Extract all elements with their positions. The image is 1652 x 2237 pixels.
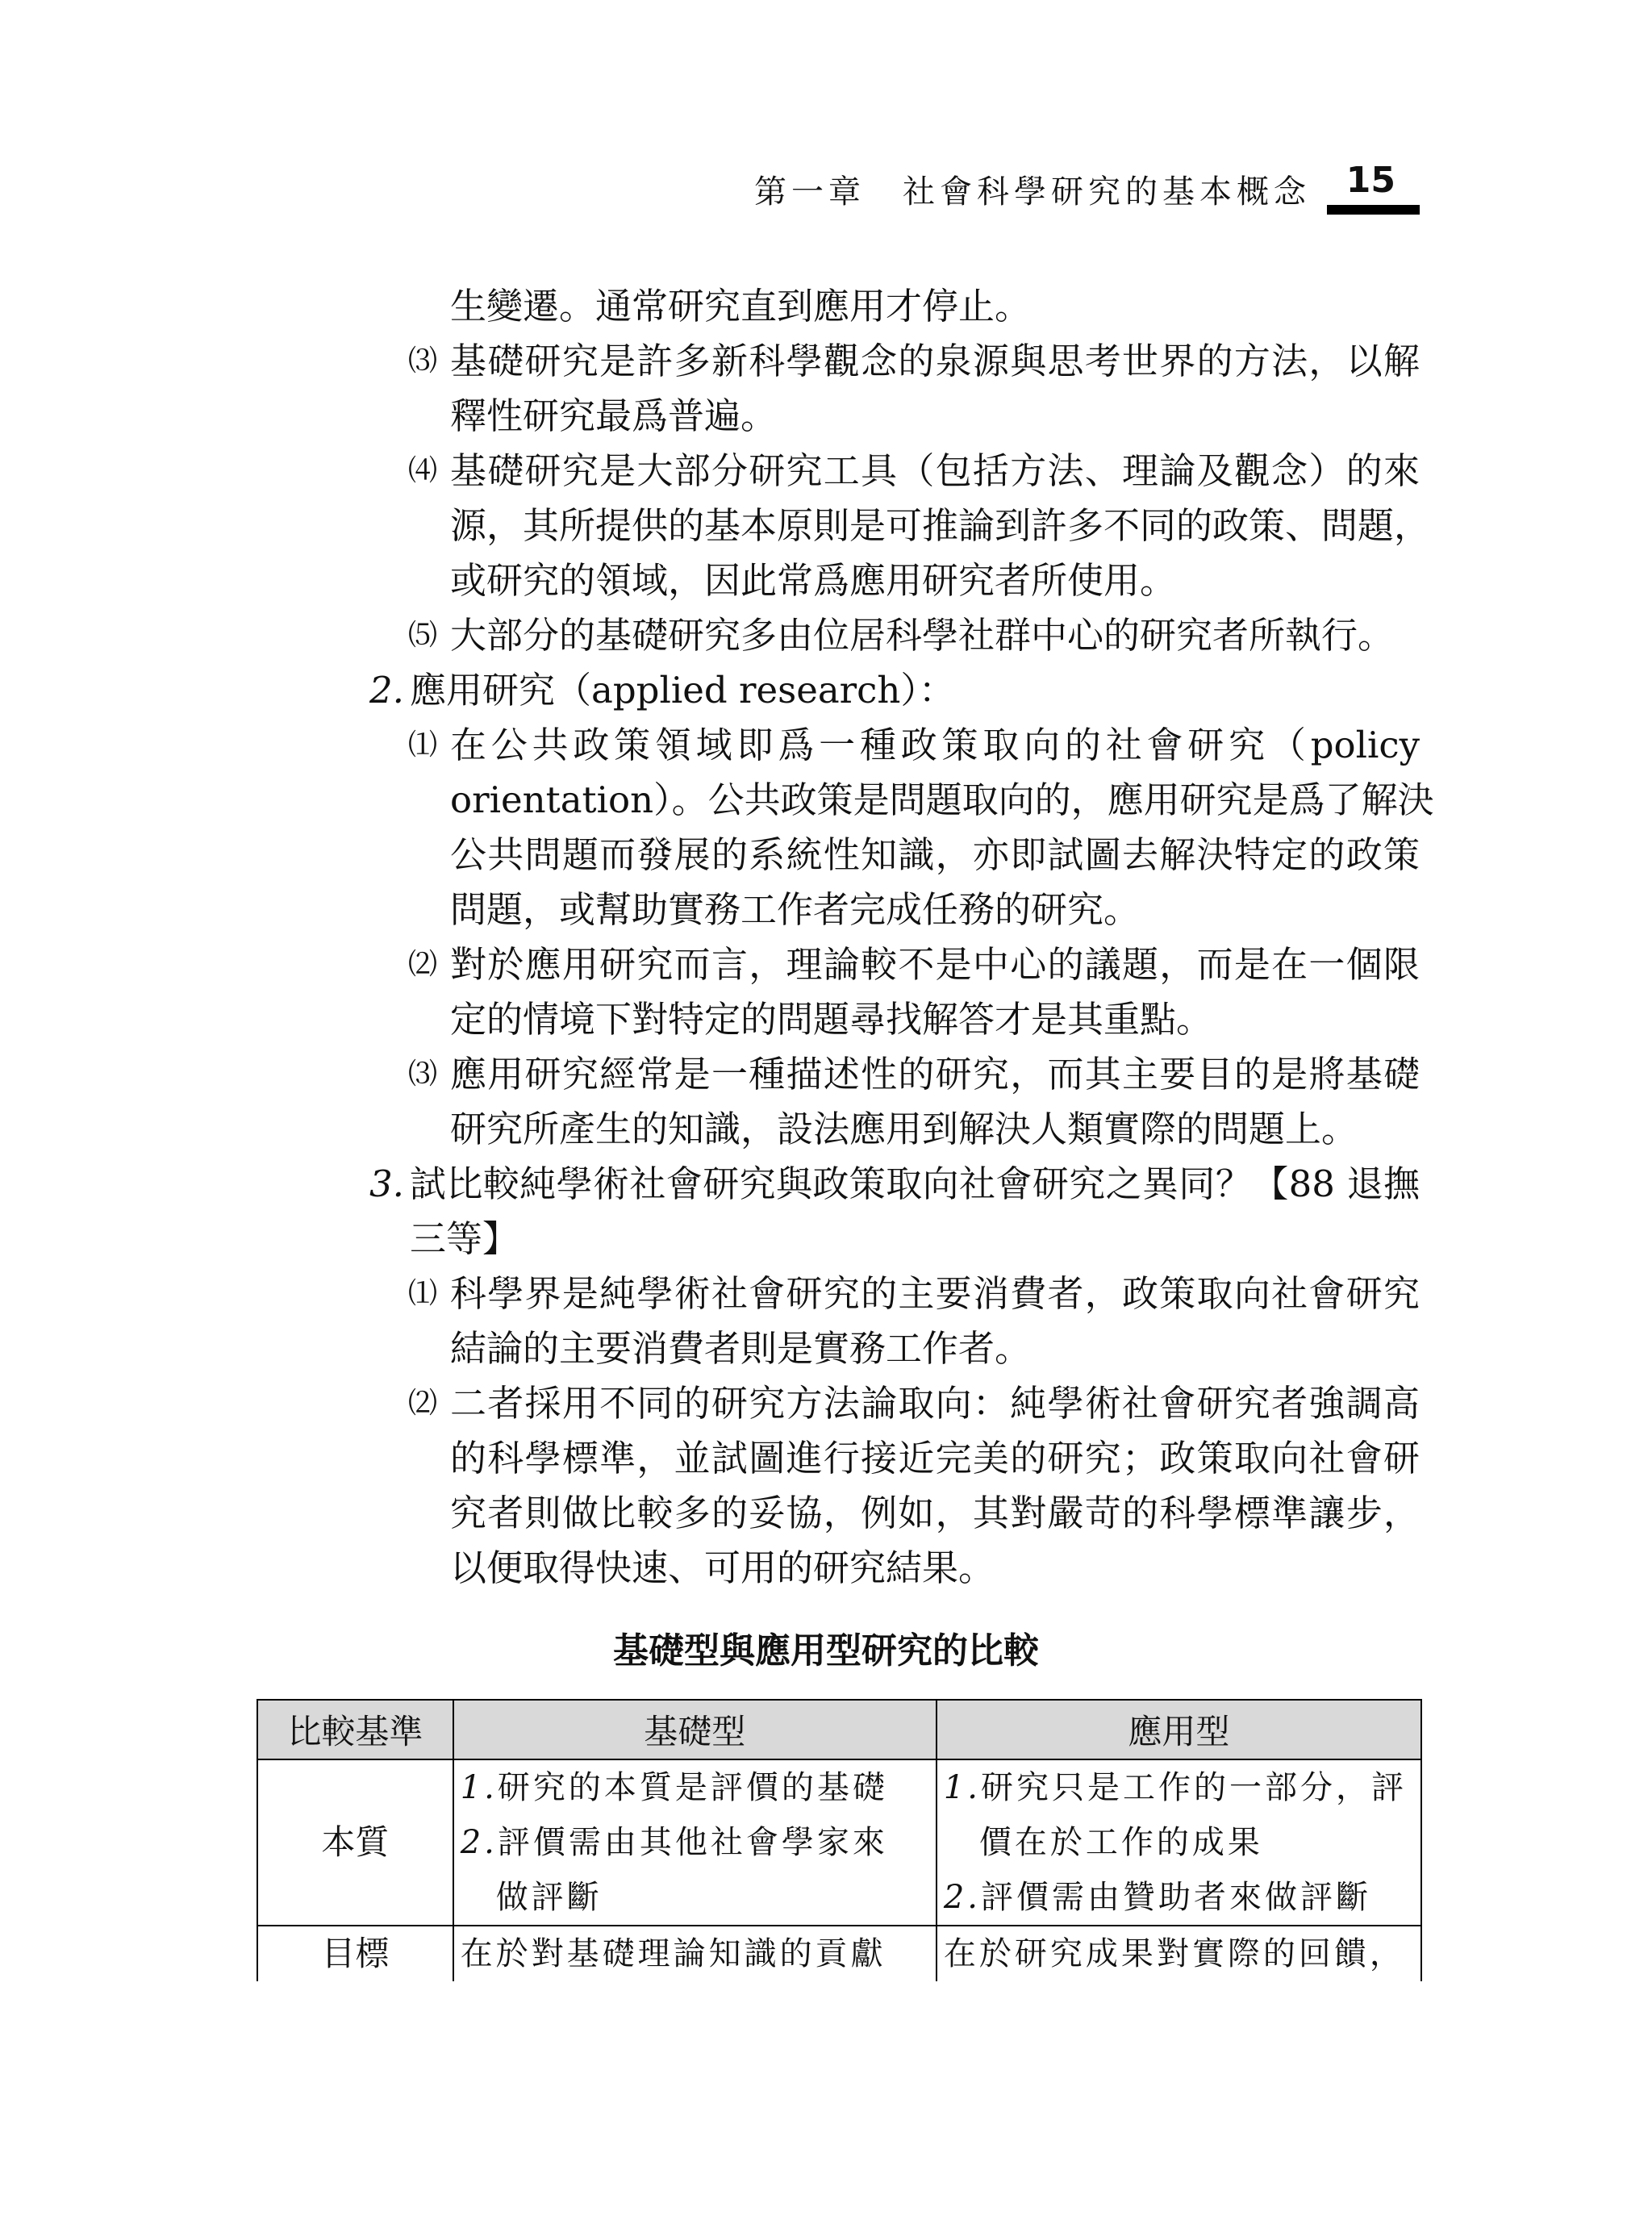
list-item bbox=[369, 1267, 1420, 1376]
item-number: ⑶ bbox=[408, 344, 438, 378]
chapter-title: 第一章 社會科學研究的基本概念 bbox=[754, 173, 1311, 211]
table-cell: 在於研究成果對實際的回饋， bbox=[937, 1926, 1421, 1981]
question-number: 3. bbox=[369, 1162, 404, 1205]
cell-text: 價在於工作的成果 bbox=[978, 1824, 1263, 1861]
question bbox=[369, 663, 1420, 718]
text-line: 基礎研究是許多新科學觀念的泉源與思考世界的方法，以解 bbox=[450, 340, 1420, 382]
text-line: 究者則做比較多的妥協，例如，其對嚴苛的科學標準讓步， bbox=[450, 1492, 1420, 1534]
cell-number: 2. bbox=[943, 1879, 982, 1916]
column-header: 比較基準 bbox=[257, 1700, 453, 1759]
cell-text: 做評斷 bbox=[495, 1879, 603, 1916]
question bbox=[369, 1157, 1420, 1267]
list-item bbox=[369, 937, 1420, 1047]
cell-text: 評價需由贊助者來做評斷 bbox=[981, 1879, 1372, 1916]
text-line: 應用研究（applied research）： bbox=[410, 669, 955, 712]
column-header: 基礎型 bbox=[453, 1700, 937, 1759]
cell-number: 1. bbox=[943, 1769, 982, 1806]
cell-number: 1. bbox=[460, 1769, 498, 1806]
text-line: orientation）。公共政策是問題取向的，應用研究是爲了解決 bbox=[450, 778, 1434, 821]
text-line: 公共問題而發展的系統性知識，亦即試圖去解決特定的政策 bbox=[450, 833, 1420, 876]
list-item bbox=[369, 334, 1420, 444]
text-line: 的科學標準，並試圖進行接近完美的研究；政策取向社會研 bbox=[450, 1437, 1420, 1480]
row-label: 目標 bbox=[257, 1926, 453, 1981]
text-line: 三等】 bbox=[410, 1217, 519, 1260]
text-line: 釋性研究最爲普遍。 bbox=[450, 394, 778, 437]
text-line: 試比較純學術社會研究與政策取向社會研究之異同？【88 退撫 bbox=[410, 1162, 1420, 1205]
text-line: 定的情境下對特定的問題尋找解答才是其重點。 bbox=[450, 998, 1213, 1041]
table-row bbox=[257, 1926, 1421, 1981]
item-number: ⑶ bbox=[408, 1058, 438, 1091]
cell-text: 研究只是工作的一部分，評 bbox=[981, 1769, 1408, 1806]
header-rule bbox=[1327, 205, 1420, 215]
text-line: 結論的主要消費者則是實務工作者。 bbox=[450, 1327, 1032, 1370]
table-header-row bbox=[257, 1700, 1421, 1759]
text-line: 或研究的領域，因此常爲應用研究者所使用。 bbox=[450, 559, 1177, 602]
text-line: 對於應用研究而言，理論較不是中心的議題，而是在一個限 bbox=[450, 943, 1420, 986]
item-number: ⑸ bbox=[408, 619, 438, 652]
text-line: 問題，或幫助實務工作者完成任務的研究。 bbox=[450, 888, 1141, 931]
row-label: 本質 bbox=[257, 1759, 453, 1926]
list-item bbox=[369, 1047, 1420, 1157]
table-cell bbox=[453, 1759, 937, 1926]
item-number: ⑵ bbox=[408, 948, 438, 981]
cell-text: 評價需由其他社會學家來 bbox=[497, 1824, 888, 1861]
comparison-table bbox=[257, 1699, 1422, 1981]
text-line: 基礎研究是大部分研究工具（包括方法、理論及觀念）的來 bbox=[450, 449, 1420, 492]
page-number: 15 bbox=[1345, 160, 1395, 201]
table-title: 基礎型與應用型研究的比較 bbox=[613, 1630, 1039, 1671]
body-text bbox=[369, 279, 1434, 1596]
text-line: 二者採用不同的研究方法論取向：純學術社會研究者強調高 bbox=[450, 1382, 1420, 1425]
table-cell bbox=[937, 1759, 1421, 1926]
list-item bbox=[369, 608, 1420, 663]
page-header bbox=[750, 160, 1420, 211]
cell-number: 2. bbox=[460, 1824, 498, 1861]
list-item bbox=[369, 444, 1431, 608]
cell-text: 研究的本質是評價的基礎 bbox=[497, 1769, 888, 1806]
text-line: 以便取得快速、可用的研究結果。 bbox=[450, 1546, 995, 1589]
text-line: 源，其所提供的基本原則是可推論到許多不同的政策、問題， bbox=[450, 504, 1431, 547]
item-number: ⑷ bbox=[408, 454, 438, 487]
text-line: 應用研究經常是一種描述性的研究，而其主要目的是將基礎 bbox=[450, 1053, 1420, 1096]
list-item bbox=[369, 718, 1434, 937]
item-number: ⑴ bbox=[408, 728, 438, 762]
text-line: 研究所產生的知識，設法應用到解決人類實際的問題上。 bbox=[450, 1108, 1358, 1150]
table-cell: 在於對基礎理論知識的貢獻 bbox=[453, 1926, 937, 1981]
text-line: 生變遷。通常研究直到應用才停止。 bbox=[450, 285, 1032, 328]
text-line: 大部分的基礎研究多由位居科學社群中心的研究者所執行。 bbox=[450, 614, 1395, 657]
item-number: ⑵ bbox=[408, 1387, 438, 1420]
item-number: ⑴ bbox=[408, 1277, 438, 1310]
column-header: 應用型 bbox=[937, 1700, 1421, 1759]
text-line: 在公共政策領域即爲一種政策取向的社會研究（policy bbox=[450, 724, 1420, 766]
table-row bbox=[257, 1759, 1421, 1926]
list-item bbox=[369, 1376, 1420, 1596]
text-line: 科學界是純學術社會研究的主要消費者，政策取向社會研究 bbox=[450, 1272, 1420, 1315]
question-number: 2. bbox=[369, 669, 404, 712]
